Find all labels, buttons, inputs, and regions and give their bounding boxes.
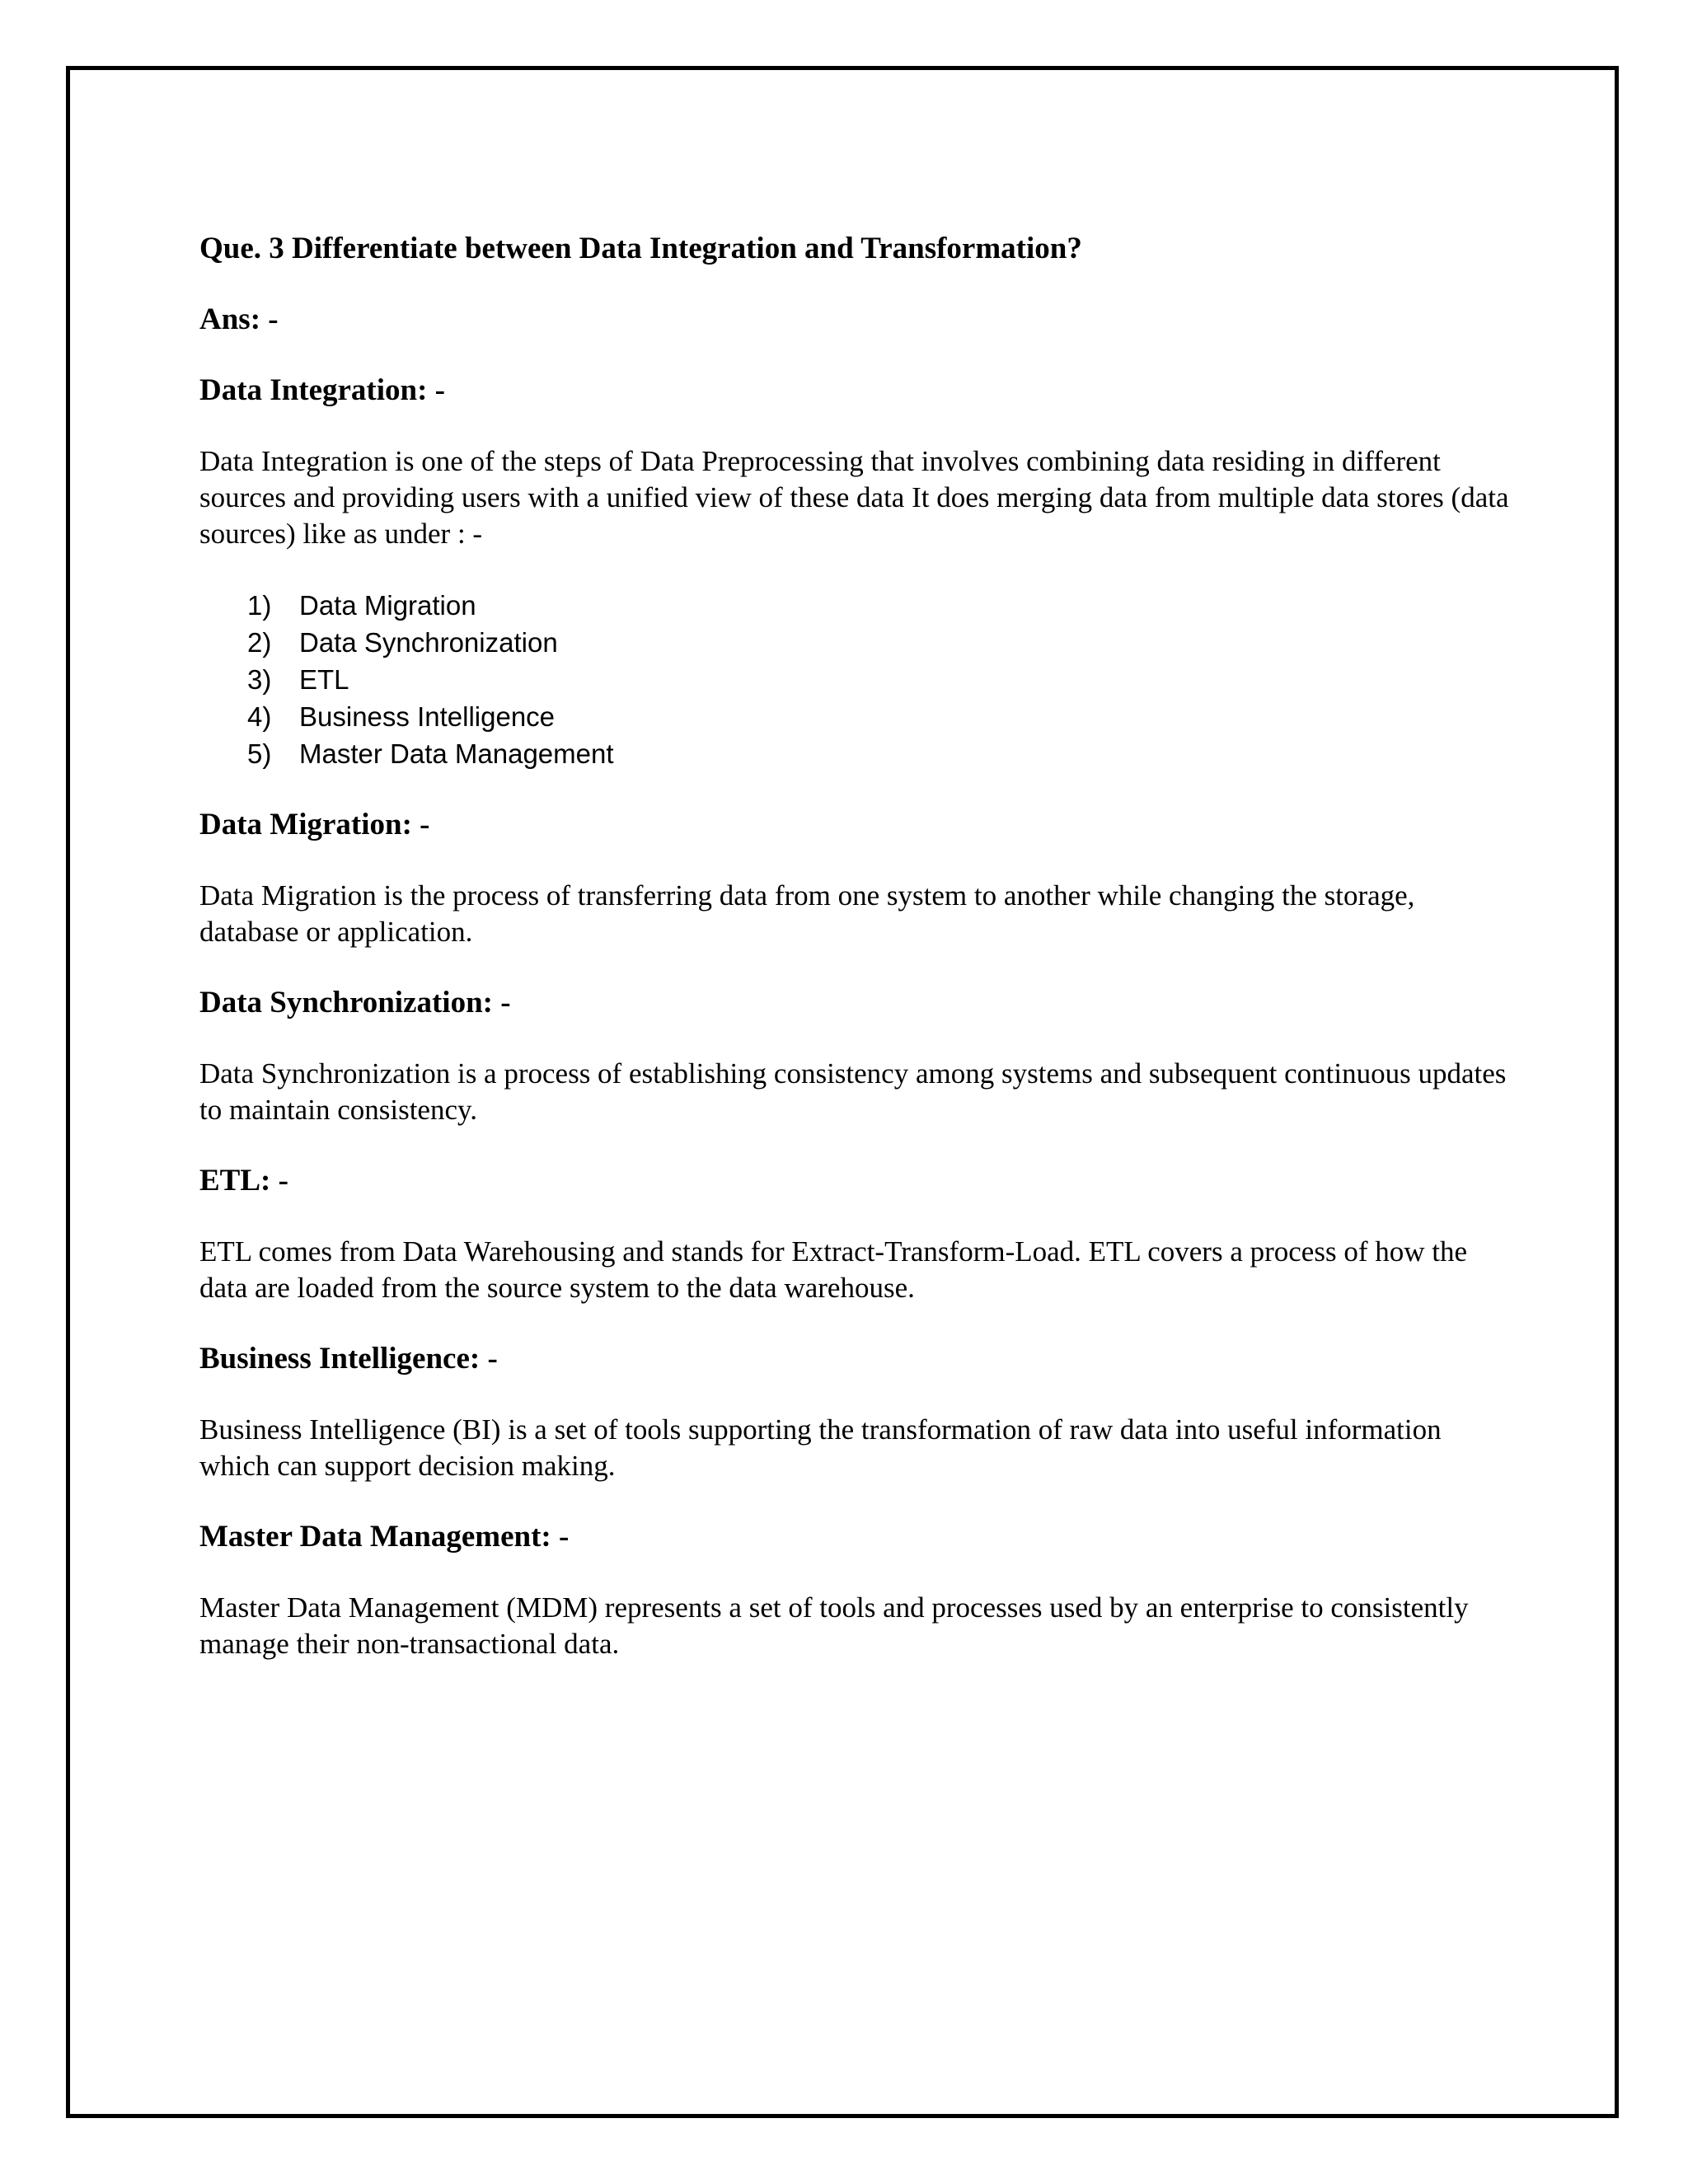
list-item-label: Data Migration bbox=[299, 590, 476, 621]
list-item bbox=[247, 661, 1510, 698]
list-item-label: Data Synchronization bbox=[299, 627, 558, 658]
paragraph-data-integration: Data Integration is one of the steps of Data Preprocessing that involves combining data residing in different sources and providing users with a unified view of these data It does merging data from multiple data stores (data sources) like as under : - bbox=[199, 445, 1509, 550]
list-item-number: 2) bbox=[247, 627, 272, 658]
list-item-label: Master Data Management bbox=[299, 738, 614, 769]
paragraph-business-intelligence: Business Intelligence (BI) is a set of tools supporting the transformation of raw data into useful information which can support decision making. bbox=[199, 1413, 1442, 1482]
paragraph-data-synchronization: Data Synchronization is a process of establishing consistency among systems and subsequent continuous updates to maintain consistency. bbox=[199, 1057, 1507, 1126]
heading-etl: ETL: - bbox=[199, 1164, 288, 1197]
list-item-number: 1) bbox=[247, 590, 272, 621]
integration-list bbox=[199, 587, 1510, 772]
list-item bbox=[247, 624, 1510, 661]
paragraph-master-data-management: Master Data Management (MDM) represents a set of tools and processes used by an enterprise to consistently manage their non-transactional data. bbox=[199, 1591, 1469, 1660]
question-title: Que. 3 Differentiate between Data Integration and Transformation? bbox=[199, 232, 1082, 265]
paragraph-etl: ETL comes from Data Warehousing and stands for Extract-Transform-Load. ETL covers a process of how the data are loaded from the source system to the data warehouse. bbox=[199, 1235, 1468, 1304]
document-body bbox=[199, 231, 1510, 1697]
list-item-label: Business Intelligence bbox=[299, 701, 556, 732]
list-item-number: 4) bbox=[247, 701, 272, 732]
heading-business-intelligence: Business Intelligence: - bbox=[199, 1342, 498, 1376]
answer-label: Ans: - bbox=[199, 302, 279, 336]
list-item bbox=[247, 587, 1510, 624]
list-item-number: 3) bbox=[247, 664, 272, 695]
list-item bbox=[247, 735, 1510, 772]
heading-data-synchronization: Data Synchronization: - bbox=[199, 986, 511, 1019]
list-item-label: ETL bbox=[299, 664, 349, 695]
paragraph-data-migration: Data Migration is the process of transferring data from one system to another while changing the storage, database or application. bbox=[199, 879, 1415, 948]
heading-data-migration: Data Migration: - bbox=[199, 808, 430, 841]
list-item bbox=[247, 698, 1510, 735]
list-item-number: 5) bbox=[247, 738, 272, 769]
heading-data-integration: Data Integration: - bbox=[199, 373, 446, 407]
heading-master-data-management: Master Data Management: - bbox=[199, 1520, 570, 1554]
